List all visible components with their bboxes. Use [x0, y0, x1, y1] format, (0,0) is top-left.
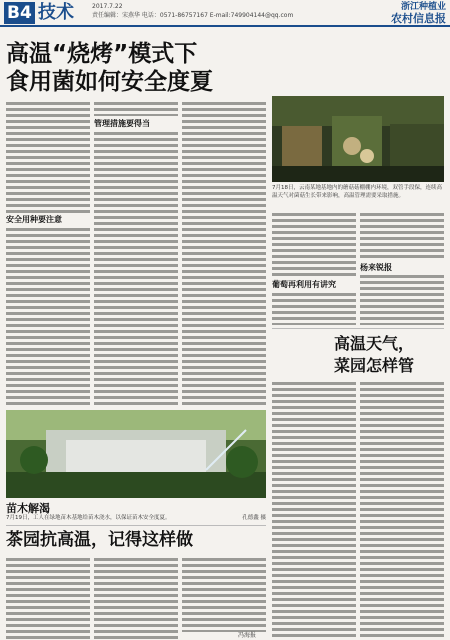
- section-name: 技术: [38, 2, 74, 23]
- issue-meta: [92, 2, 293, 20]
- article-column: [360, 273, 444, 325]
- masthead: [0, 0, 450, 27]
- article-column: [272, 211, 356, 276]
- headline-line-1: 高温“烧烤”模式下: [6, 41, 198, 67]
- section-subhead: 管理措施要得当: [94, 119, 150, 128]
- brand-region: 浙江种植业: [400, 2, 446, 12]
- article-column: [272, 291, 356, 325]
- seedling-photo: [6, 410, 266, 498]
- newspaper-brand: [391, 1, 446, 25]
- article-headline: [6, 40, 213, 96]
- headline-line-1: 高温天气，: [334, 334, 415, 353]
- seedling-photo-image: [6, 410, 266, 498]
- editor-contact: 责任编辑：宋燕华 电话：0571-86757167 E-mail:749904144@qq.com: [92, 12, 294, 19]
- article-column: [94, 130, 178, 406]
- divider: [272, 328, 444, 329]
- mushroom-photo-image: [272, 96, 444, 182]
- article-column: [360, 211, 444, 259]
- page-number: B4: [4, 2, 35, 24]
- headline-line-2: 食用菌如何安全度夏: [6, 69, 213, 95]
- article-column: [182, 100, 266, 406]
- article-column: [6, 556, 90, 640]
- article-column: [272, 380, 356, 640]
- section-subhead: 安全用种要注意: [6, 215, 62, 224]
- brand-name: 农村信息报: [391, 12, 446, 25]
- section-subhead: 葡萄再利用有讲究: [272, 280, 336, 289]
- photo-caption: 7月19日，工人在绿地苗木基地给苗木浇水，以保证苗木安全度夏。: [6, 515, 171, 521]
- divider: [6, 525, 266, 526]
- article-column: [6, 226, 90, 406]
- photo-credit: 孔德鑫 摄: [242, 515, 266, 521]
- mushroom-photo: [272, 96, 444, 182]
- article-headline: [334, 333, 414, 377]
- issue-date: 2017.7.22: [92, 3, 123, 10]
- headline-line-2: 菜园怎样管: [334, 356, 415, 375]
- article-column: [182, 556, 266, 632]
- article-column: [94, 100, 178, 116]
- article-headline: 茶园抗高温，记得这样做: [6, 530, 193, 550]
- article-column: [6, 100, 90, 213]
- author-byline: 杨来锐报: [360, 263, 392, 272]
- photo-caption: 7月18日，云南某地基地内的蘑菇菇棚棚内环境，双管手段保，连续高温天气对菌菇生长带来影响，高温管理需要采取措施。: [272, 185, 443, 199]
- article-column: [360, 380, 444, 640]
- article-column: [94, 556, 178, 640]
- photo-title: 苗木解渴: [6, 502, 50, 515]
- author-byline: 冯海报: [238, 632, 257, 639]
